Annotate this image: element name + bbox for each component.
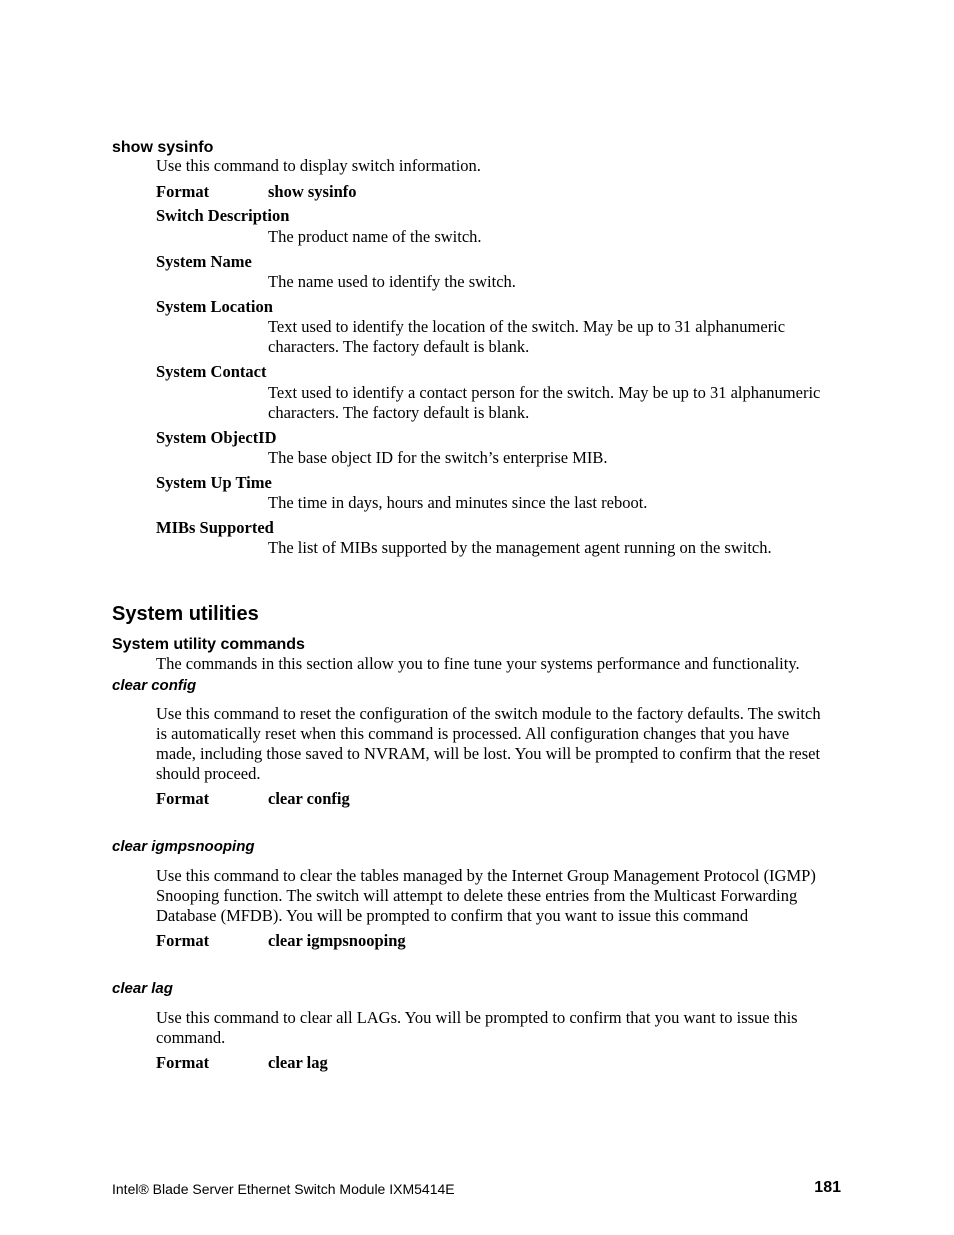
paragraph-line: made, including those saved to NVRAM, will be lost. You will be prompted to confirm that the reset <box>156 744 821 763</box>
page-number: 181 <box>814 1179 841 1196</box>
command-heading-clear-igmpsnooping: clear igmpsnooping <box>112 838 255 855</box>
paragraph-line: Snooping function. The switch will attempt to delete these entries from the Multicast Forwarding <box>156 886 798 905</box>
field-term: System Name <box>156 252 252 271</box>
field-term: Switch Description <box>156 206 290 225</box>
format-value: clear config <box>268 789 350 808</box>
field-term: MIBs Supported <box>156 518 274 537</box>
field-term: System Contact <box>156 362 267 381</box>
field-description: The base object ID for the switch’s enterprise MIB. <box>268 448 608 467</box>
paragraph-line: Use this command to reset the configuration of the switch module to the factory defaults. The switch <box>156 704 821 723</box>
format-value: show sysinfo <box>268 182 357 201</box>
field-description: The product name of the switch. <box>268 227 482 246</box>
format-value: clear igmpsnooping <box>268 931 406 950</box>
show-sysinfo-intro: Use this command to display switch information. <box>156 156 481 175</box>
field-description: The time in days, hours and minutes since the last reboot. <box>268 493 648 512</box>
paragraph-line: Use this command to clear all LAGs. You will be prompted to confirm that you want to issue this <box>156 1008 798 1027</box>
field-description: The list of MIBs supported by the management agent running on the switch. <box>268 538 772 557</box>
subsection-heading-system-utility-commands: System utility commands <box>112 636 305 653</box>
field-term: System ObjectID <box>156 428 277 447</box>
command-heading-clear-config: clear config <box>112 677 197 694</box>
field-term: System Location <box>156 297 273 316</box>
field-description: Text used to identify a contact person for the switch. May be up to 31 alphanumeric <box>268 383 821 402</box>
footer-title: Intel® Blade Server Ethernet Switch Module IXM5414E <box>112 1181 455 1197</box>
paragraph-line: Use this command to clear the tables managed by the Internet Group Management Protocol (IGMP) <box>156 866 816 885</box>
format-value: clear lag <box>268 1053 328 1072</box>
paragraph-line: Database (MFDB). You will be prompted to confirm that you want to issue this command <box>156 906 749 925</box>
paragraph-line: is automatically reset when this command is processed. All configuration changes that you have <box>156 724 790 743</box>
paragraph-line: should proceed. <box>156 764 261 783</box>
format-label: Format <box>156 789 210 808</box>
format-label: Format <box>156 1053 210 1072</box>
system-utilities-intro: The commands in this section allow you to fine tune your systems performance and functionality. <box>156 654 800 673</box>
format-label: Format <box>156 931 210 950</box>
command-heading-clear-lag: clear lag <box>112 980 173 997</box>
section-heading-show-sysinfo: show sysinfo <box>112 139 214 156</box>
field-description: characters. The factory default is blank. <box>268 403 530 422</box>
field-term: System Up Time <box>156 473 272 492</box>
field-description: Text used to identify the location of the switch. May be up to 31 alphanumeric <box>268 317 786 336</box>
section-heading-system-utilities: System utilities <box>112 603 259 625</box>
paragraph-line: command. <box>156 1028 226 1047</box>
field-description: The name used to identify the switch. <box>268 272 516 291</box>
field-description: characters. The factory default is blank. <box>268 337 530 356</box>
format-label: Format <box>156 182 210 201</box>
